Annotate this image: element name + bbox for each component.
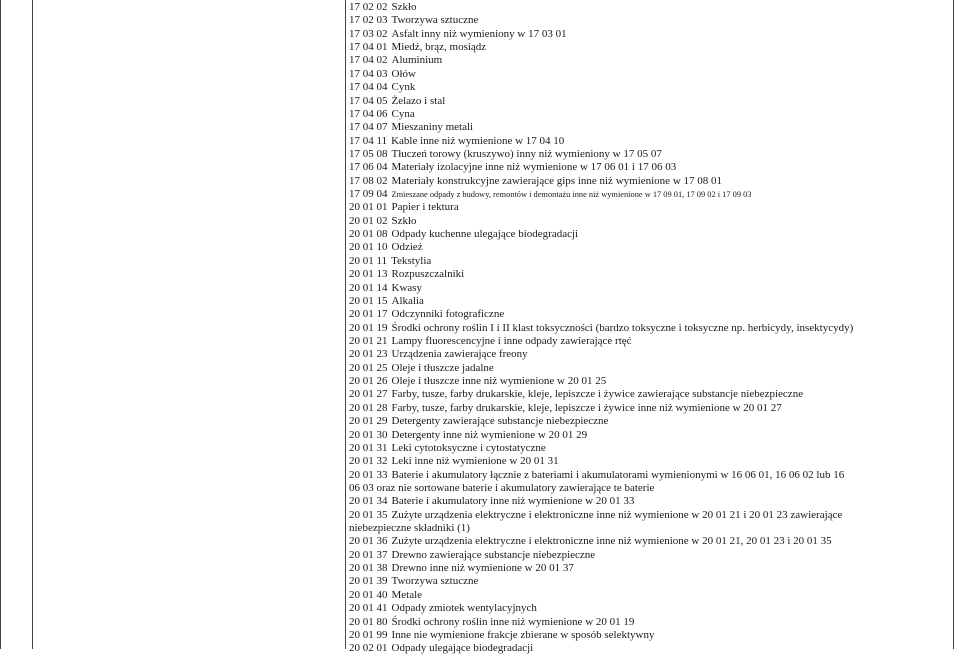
waste-description: Cynk	[391, 81, 416, 94]
waste-code: 20 01 02	[349, 214, 388, 227]
list-item	[349, 148, 949, 161]
list-item	[349, 108, 949, 121]
waste-description: Tłuczeń torowy (kruszywo) inny niż wymieniony w 17 05 07	[391, 147, 662, 160]
list-item	[349, 268, 949, 281]
waste-description: Urządzenia zawierające freony	[391, 348, 528, 361]
list-item	[349, 562, 949, 575]
waste-description: Drewno zawierające substancje niebezpieczne	[391, 548, 596, 561]
waste-code: 20 01 40	[349, 588, 388, 601]
waste-code: 20 01 14	[349, 281, 388, 294]
waste-description: Tworzywa sztuczne	[391, 575, 479, 588]
waste-description: Kable inne niż wymienione w 17 04 10	[391, 134, 565, 147]
table-border-mid	[345, 0, 346, 649]
waste-code: 20 01 31	[349, 441, 388, 454]
list-item	[349, 322, 949, 335]
waste-code: 20 01 38	[349, 562, 388, 575]
waste-code: 17 04 03	[349, 67, 388, 80]
list-item	[349, 375, 949, 388]
waste-description: Leki cytotoksyczne i cytostatyczne	[391, 441, 546, 454]
list-item	[349, 282, 949, 295]
waste-code: 20 01 17	[349, 308, 388, 321]
waste-code: 20 01 34	[349, 495, 388, 508]
waste-code: 20 01 08	[349, 228, 388, 241]
waste-code: 20 01 11	[349, 254, 388, 267]
list-item	[349, 1, 949, 14]
waste-code: 17 04 05	[349, 94, 388, 107]
waste-description: Alkalia	[391, 294, 424, 307]
waste-code: 20 01 39	[349, 575, 388, 588]
waste-code: 17 06 04	[349, 161, 388, 174]
list-item	[349, 575, 949, 588]
waste-code: 20 01 23	[349, 348, 388, 361]
list-item-continuation: niebezpieczne składniki (1)	[349, 522, 470, 535]
waste-description: Zmieszane odpady z budowy, remontów i demontażu inne niż wymienione w 17 09 01, 17 09 02 i 17 09 03	[391, 190, 752, 200]
list-item	[349, 28, 949, 41]
waste-code: 20 01 32	[349, 455, 388, 468]
list-item	[349, 415, 949, 428]
list-item	[349, 228, 949, 241]
waste-description: Baterie i akumulatory łącznie z bateriami i akumulatorami wymienionymi w 16 06 01, 16 06 02 lub 16	[391, 468, 845, 481]
list-item	[349, 201, 949, 214]
waste-description: Asfalt inny niż wymieniony w 17 03 01	[391, 27, 567, 40]
list-item	[349, 495, 949, 508]
list-item	[349, 135, 949, 148]
waste-code: 20 01 33	[349, 468, 388, 481]
waste-description: Baterie i akumulatory inne niż wymienione w 20 01 33	[391, 495, 635, 508]
list-item	[349, 602, 949, 615]
list-item	[349, 41, 949, 54]
list-item-continuation: 06 03 oraz nie sortowane baterie i akumulatory zawierające te baterie	[349, 481, 655, 494]
list-item	[349, 362, 949, 375]
list-item	[349, 175, 949, 188]
waste-description: Materiały izolacyjne inne niż wymienione w 17 06 01 i 17 06 03	[391, 161, 677, 174]
waste-code: 20 01 37	[349, 548, 388, 561]
list-item	[349, 629, 949, 642]
list-item	[349, 308, 949, 321]
waste-code: 20 01 01	[349, 201, 388, 214]
waste-description: Odczynniki fotograficzne	[391, 308, 505, 321]
waste-description: Metale	[391, 588, 423, 601]
list-item	[349, 402, 949, 415]
waste-description: Papier i tektura	[391, 201, 459, 214]
list-item	[349, 188, 949, 201]
list-item	[349, 161, 949, 174]
waste-description: Mieszaniny metali	[391, 121, 474, 134]
list-item	[349, 295, 949, 308]
waste-description: Zużyte urządzenia elektryczne i elektroniczne inne niż wymienione w 20 01 21, 20 01 23 i 20 01 35	[391, 535, 832, 548]
waste-code: 20 01 10	[349, 241, 388, 254]
waste-description: Środki ochrony roślin inne niż wymienione w 20 01 19	[391, 615, 635, 628]
waste-code: 20 01 25	[349, 361, 388, 374]
waste-code: 20 01 21	[349, 334, 388, 347]
list-item	[349, 455, 949, 468]
waste-description: Odpady kuchenne ulegające biodegradacji	[391, 228, 579, 241]
waste-code: 17 04 04	[349, 81, 388, 94]
waste-description: Detergenty zawierające substancje niebezpieczne	[391, 415, 609, 428]
waste-code: 20 01 13	[349, 268, 388, 281]
waste-description: Drewno inne niż wymienione w 20 01 37	[391, 562, 574, 575]
list-item	[349, 616, 949, 629]
list-item	[349, 429, 949, 442]
waste-description: Inne nie wymienione frakcje zbierane w sposób selektywny	[391, 628, 655, 641]
waste-description: Detergenty inne niż wymienione w 20 01 29	[391, 428, 588, 441]
waste-description: Tworzywa sztuczne	[391, 14, 479, 27]
waste-code: 20 01 28	[349, 401, 388, 414]
waste-description: Cyna	[391, 107, 415, 120]
waste-description: Miedź, brąz, mosiądz	[391, 41, 487, 54]
waste-code: 20 01 19	[349, 321, 388, 334]
table-border-right	[953, 0, 954, 649]
waste-code: 20 01 36	[349, 535, 388, 548]
table-border-left-outer	[0, 0, 1, 649]
list-item	[349, 255, 949, 268]
waste-description: Odzież	[391, 241, 423, 254]
waste-description: Farby, tusze, farby drukarskie, kleje, lepiszcze i żywice inne niż wymienione w 20 01 27	[391, 401, 782, 414]
waste-description: Materiały konstrukcyjne zawierające gips inne niż wymienione w 17 08 01	[391, 174, 723, 187]
waste-code-list	[349, 1, 949, 656]
waste-description: Środki ochrony roślin I i II klast toksyczności (bardzo toksyczne i toksyczne np. herbicydy, insektycydy)	[391, 321, 854, 334]
waste-code: 20 01 27	[349, 388, 388, 401]
waste-description: Oleje i tłuszcze jadalne	[391, 361, 494, 374]
waste-code: 17 08 02	[349, 174, 388, 187]
waste-code: 20 01 30	[349, 428, 388, 441]
list-item	[349, 348, 949, 361]
waste-code: 17 04 11	[349, 134, 388, 147]
waste-description: Żelazo i stal	[391, 94, 446, 107]
waste-code: 17 04 02	[349, 54, 388, 67]
list-item	[349, 121, 949, 134]
waste-description: Kwasy	[391, 281, 423, 294]
list-item	[349, 215, 949, 228]
waste-code: 20 01 80	[349, 615, 388, 628]
waste-code: 17 04 06	[349, 107, 388, 120]
list-item	[349, 509, 949, 522]
list-item	[349, 81, 949, 94]
waste-code: 20 01 29	[349, 415, 388, 428]
waste-description: Odpady ulegające biodegradacji	[391, 642, 534, 655]
waste-code: 20 01 41	[349, 602, 388, 615]
waste-code: 20 01 26	[349, 375, 388, 388]
list-item	[349, 388, 949, 401]
waste-description: Farby, tusze, farby drukarskie, kleje, lepiszcze i żywice zawierające substancje niebezpieczne	[391, 388, 804, 401]
table-border-left-inner	[32, 0, 33, 649]
waste-description: Zużyte urządzenia elektryczne i elektroniczne inne niż wymienione w 20 01 21 i 20 01 23 zawierające	[391, 508, 843, 521]
waste-code: 20 01 99	[349, 628, 388, 641]
waste-description: Rozpuszczalniki	[391, 268, 465, 281]
list-item	[349, 335, 949, 348]
waste-description: Tekstylia	[391, 254, 432, 267]
list-item	[349, 535, 949, 548]
list-item	[349, 442, 949, 455]
waste-code: 20 02 01	[349, 642, 388, 655]
list-item	[349, 241, 949, 254]
waste-description: Aluminium	[391, 54, 443, 67]
waste-description: Odpady zmiotek wentylacyjnych	[391, 602, 537, 615]
waste-description: Lampy fluorescencyjne i inne odpady zawierające rtęć	[391, 334, 632, 347]
waste-code: 17 02 02	[349, 1, 388, 13]
waste-description: Oleje i tłuszcze inne niż wymienione w 20 01 25	[391, 375, 607, 388]
list-item	[349, 68, 949, 81]
waste-code: 17 05 08	[349, 147, 388, 160]
waste-code: 17 04 07	[349, 121, 388, 134]
waste-code: 17 02 03	[349, 14, 388, 27]
waste-code: 20 01 15	[349, 294, 388, 307]
list-item	[349, 95, 949, 108]
waste-description: Ołów	[391, 67, 416, 80]
waste-code: 20 01 35	[349, 508, 388, 521]
waste-code: 17 03 02	[349, 27, 388, 40]
list-item	[349, 469, 949, 482]
waste-description: Szkło	[391, 214, 417, 227]
list-item	[349, 14, 949, 27]
list-item	[349, 589, 949, 602]
waste-description: Leki inne niż wymienione w 20 01 31	[391, 455, 559, 468]
waste-code: 17 04 01	[349, 41, 388, 54]
waste-description: Szkło	[391, 1, 417, 13]
waste-code: 17 09 04	[349, 188, 388, 201]
list-item	[349, 54, 949, 67]
list-item	[349, 549, 949, 562]
